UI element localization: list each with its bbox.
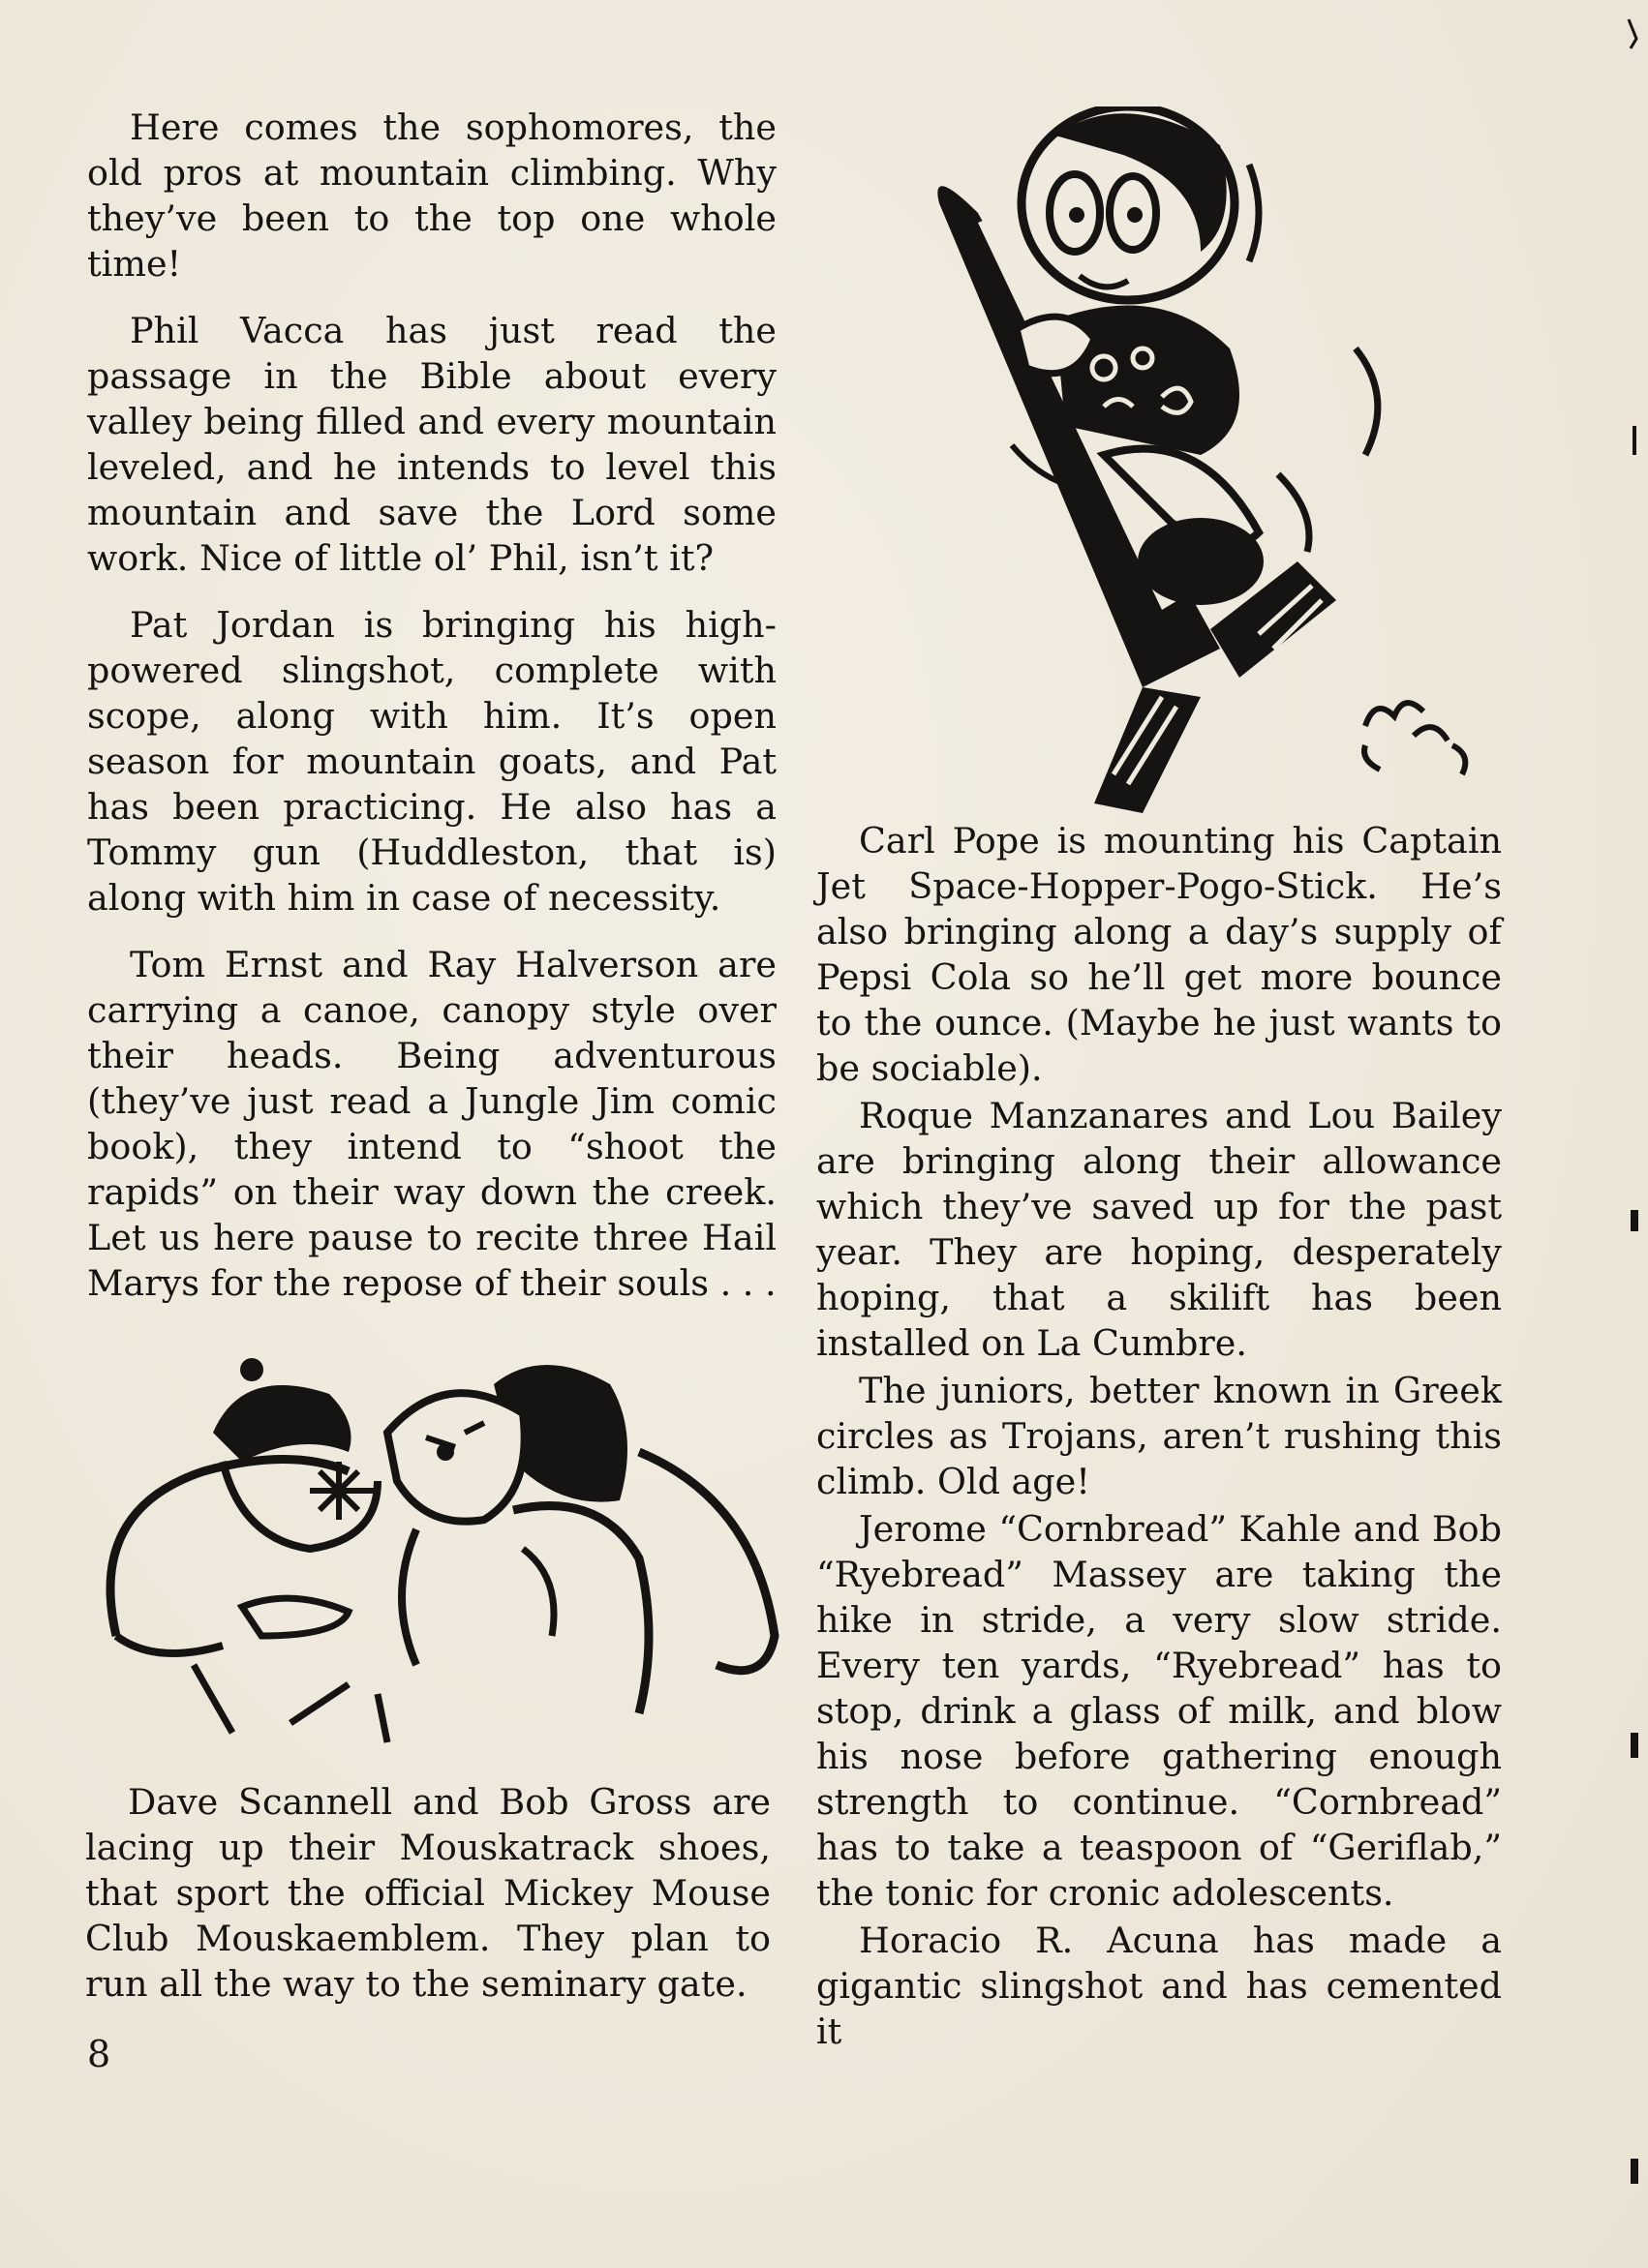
paragraph-roque-manzanares: Roque Manzanares and Lou Bailey are bringing along their allowance which they’ve saved up for the past year. They are hoping, desperately hoping, that a skilift has been installed on La Cumbre.	[816, 1095, 1502, 1364]
binding-marks-decoration	[1623, 0, 1642, 2268]
rocket-rider-illustration	[910, 106, 1511, 813]
paragraph-carl-pope: Carl Pope is mounting his Captain Jet Space-Hopper-Pogo-Stick. He’s also bringing along a day’s supply of Pepsi Cola so he’ll get more bounce to the ounce. (Maybe he just wants to be sociable).	[816, 820, 1502, 1089]
paragraph-canoe: Tom Ernst and Ray Halverson are carrying a canoe, canopy style over their heads. Being adventurous (they’ve just read a Jungle Jim comic book), they intend to “shoot the rapids” on their way down the creek. Let us here pause to recite three Hail Marys for the repose of their souls . . .	[87, 944, 777, 1304]
left-column	[87, 105, 777, 1327]
paragraph-horacio-acuna: Horacio R. Acuna has made a gigantic slingshot and has cemented it	[816, 1920, 1502, 2052]
paragraph-juniors: The juniors, better known in Greek circles as Trojans, aren’t rushing this climb. Old age!	[816, 1370, 1502, 1502]
paragraph-pat-jordan: Pat Jordan is bringing his high-powered slingshot, complete with scope, along with him. It’s open season for mountain goats, and Pat has been practicing. He also has a Tommy gun (Huddleston, that is) along with him in case of necessity.	[87, 604, 777, 919]
boxers-illustration	[97, 1346, 794, 1762]
page-number: 8	[87, 2033, 111, 2075]
paragraph-dave-scannell: Dave Scannell and Bob Gross are lacing up their Mouskatrack shoes, that sport the official Mickey Mouse Club Mouskaemblem. They plan to run all the way to the seminary gate.	[85, 1781, 771, 2005]
paragraph-phil-vacca: Phil Vacca has just read the passage in the Bible about every valley being filled and every mountain leveled, and he intends to level this mountain and save the Lord some work. Nice of little ol’ Phil, isn’t it?	[87, 310, 777, 579]
paragraph-sophomores: Here comes the sophomores, the old pros at mountain climbing. Why they’ve been to the top one whole time!	[87, 106, 777, 285]
right-column	[816, 818, 1502, 2056]
paragraph-cornbread: Jerome “Cornbread” Kahle and Bob “Ryebread” Massey are taking the hike in stride, a very slow stride. Every ten yards, “Ryebread” has to stop, drink a glass of milk, and blow his nose before gathering enough strength to continue. “Cornbread” has to take a teaspoon of “Geriflab,” the tonic for cronic adolescents.	[816, 1508, 1502, 1914]
left-column-bottom	[85, 1779, 771, 2028]
